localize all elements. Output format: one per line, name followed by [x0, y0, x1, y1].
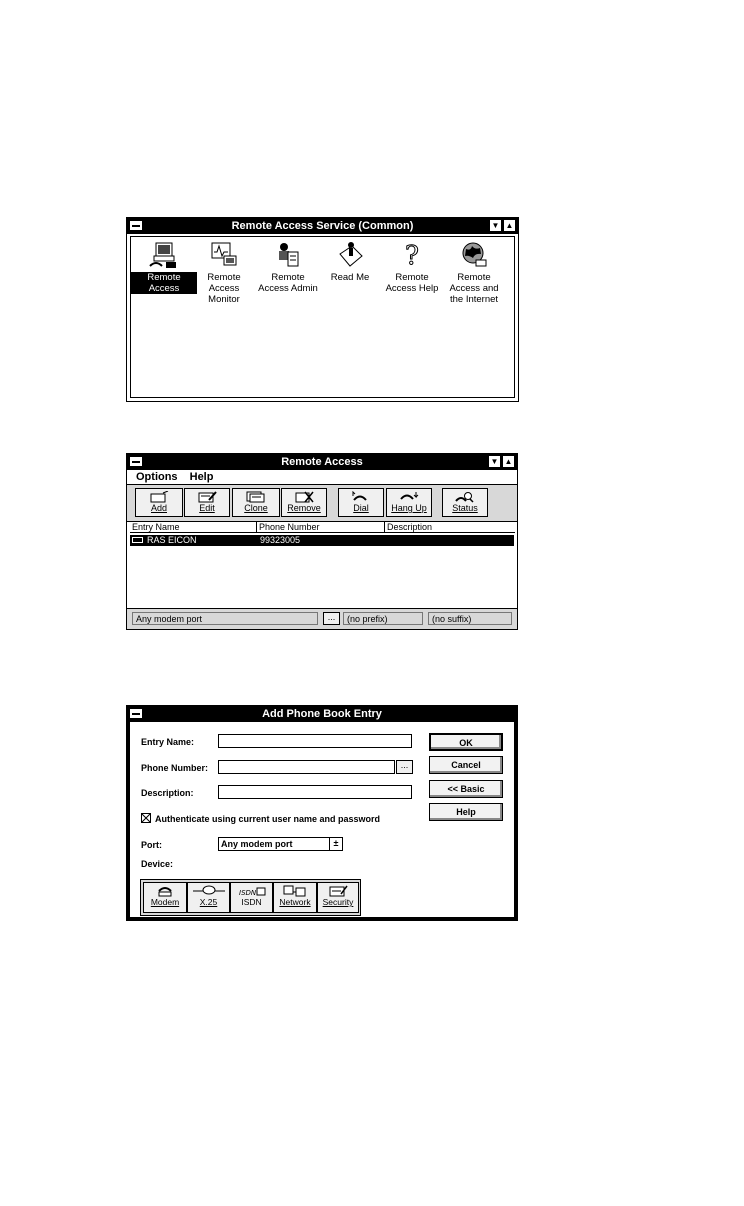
remote-access-monitor-program[interactable]	[191, 240, 257, 305]
security-key-icon	[327, 885, 349, 897]
add-entry-icon	[148, 491, 170, 503]
help-button[interactable]: Help	[429, 803, 503, 821]
remote-access-internet-program[interactable]	[441, 240, 507, 305]
remote-access-admin-program[interactable]	[255, 240, 321, 294]
minimize-button[interactable]: ▼	[489, 219, 502, 232]
modem-button[interactable]: Modem	[143, 882, 187, 913]
maximize-button[interactable]: ▲	[503, 219, 516, 232]
minimize-button[interactable]: ▼	[488, 455, 501, 468]
clone-entry-icon	[245, 491, 267, 503]
edit-button[interactable]: Edit	[184, 488, 230, 517]
remote-access-window	[126, 453, 518, 630]
title-bar[interactable]	[127, 706, 517, 722]
title-bar[interactable]	[127, 454, 517, 470]
clone-button[interactable]: Clone	[232, 488, 280, 517]
remove-button[interactable]: Remove	[281, 488, 327, 517]
port-select[interactable]	[218, 837, 343, 851]
entry-name-input[interactable]	[218, 734, 412, 748]
port-status: Any modem port	[132, 612, 318, 625]
computer-phone-icon	[148, 240, 180, 270]
toolbar	[127, 484, 517, 522]
add-phone-book-entry-dialog	[126, 705, 518, 921]
status-magnifier-icon	[454, 491, 476, 503]
security-button[interactable]: Security	[317, 882, 359, 913]
isdn-icon	[237, 885, 267, 897]
read-me-program[interactable]	[317, 240, 383, 283]
phone-number-label: Phone Number:	[141, 763, 209, 773]
port-value: Any modem port	[221, 839, 293, 849]
port-label: Port:	[141, 840, 162, 850]
x25-network-icon	[192, 885, 226, 897]
phone-number-cell: 99323005	[260, 535, 301, 545]
edit-entry-icon	[196, 491, 218, 503]
document-person-icon	[334, 240, 366, 270]
entry-name-cell: RAS EICON	[147, 535, 197, 545]
window-title: Remote Access Service (Common)	[231, 220, 414, 232]
phonebook-entry-icon	[132, 537, 143, 543]
x25-button[interactable]: X.25	[187, 882, 230, 913]
column-header-description[interactable]: Description	[385, 521, 515, 533]
authenticate-checkbox[interactable]	[141, 813, 151, 823]
dialog-title: Add Phone Book Entry	[262, 708, 382, 720]
remove-entry-icon	[293, 491, 315, 503]
svg-text:?: ?	[405, 241, 419, 270]
menu-help[interactable]: Help	[189, 471, 214, 483]
network-button[interactable]: Network	[273, 882, 317, 913]
svg-text:ISDN: ISDN	[238, 889, 256, 897]
server-admin-icon	[272, 240, 304, 270]
monitor-graph-icon	[208, 240, 240, 270]
remote-access-service-window	[126, 217, 519, 402]
menu-options[interactable]: Options	[136, 471, 178, 483]
entry-name-label: Entry Name:	[141, 737, 195, 747]
column-header-entry-name[interactable]: Entry Name	[130, 521, 257, 533]
hang-up-phone-icon	[398, 491, 420, 503]
column-header-phone-number[interactable]: Phone Number	[257, 521, 385, 533]
phone-number-more-button[interactable]: ...	[396, 760, 413, 774]
network-computers-icon	[282, 885, 308, 897]
icon-label: Remote Access Help	[385, 272, 439, 294]
icon-label: Remote Access and the Internet	[449, 272, 499, 305]
icon-label: Remote Access Admin	[258, 272, 318, 294]
system-menu-button[interactable]	[129, 456, 143, 467]
system-menu-button[interactable]	[129, 220, 143, 231]
isdn-button[interactable]: ISDN ISDN	[230, 882, 273, 913]
prefix-status: (no prefix)	[343, 612, 423, 625]
icon-label: Read Me	[330, 272, 370, 283]
system-menu-button[interactable]	[129, 708, 143, 719]
checkmark-x-icon	[142, 814, 150, 822]
icon-label: Remote Access	[131, 272, 197, 294]
status-bar	[127, 608, 517, 629]
globe-icon	[458, 240, 490, 270]
basic-button[interactable]: << Basic	[429, 780, 503, 798]
dial-button[interactable]: Dial	[338, 488, 384, 517]
cancel-button[interactable]: Cancel	[429, 756, 503, 774]
modem-icon	[156, 885, 174, 897]
menu-bar	[127, 470, 517, 484]
icon-label: Remote Access Monitor	[207, 272, 241, 305]
port-more-button[interactable]: ...	[323, 612, 340, 625]
add-button[interactable]: Add	[135, 488, 183, 517]
question-mark-icon	[396, 240, 428, 270]
window-title: Remote Access	[281, 456, 363, 468]
phone-number-input[interactable]	[218, 760, 395, 774]
device-label: Device:	[141, 859, 174, 869]
hang-up-button[interactable]: Hang Up	[386, 488, 432, 517]
status-button[interactable]: Status	[442, 488, 488, 517]
suffix-status: (no suffix)	[428, 612, 512, 625]
dropdown-arrow-icon[interactable]: ±	[329, 838, 342, 850]
remote-access-help-program[interactable]	[379, 240, 445, 294]
authenticate-label[interactable]: Authenticate using current user name and password	[155, 814, 381, 824]
remote-access-program[interactable]	[131, 240, 197, 294]
description-label: Description:	[141, 788, 194, 798]
description-input[interactable]	[218, 785, 412, 799]
ok-button[interactable]: OK	[429, 733, 503, 751]
title-bar[interactable]	[127, 218, 518, 234]
table-row[interactable]	[130, 535, 514, 546]
maximize-button[interactable]: ▲	[502, 455, 515, 468]
dial-phone-icon	[350, 491, 372, 503]
